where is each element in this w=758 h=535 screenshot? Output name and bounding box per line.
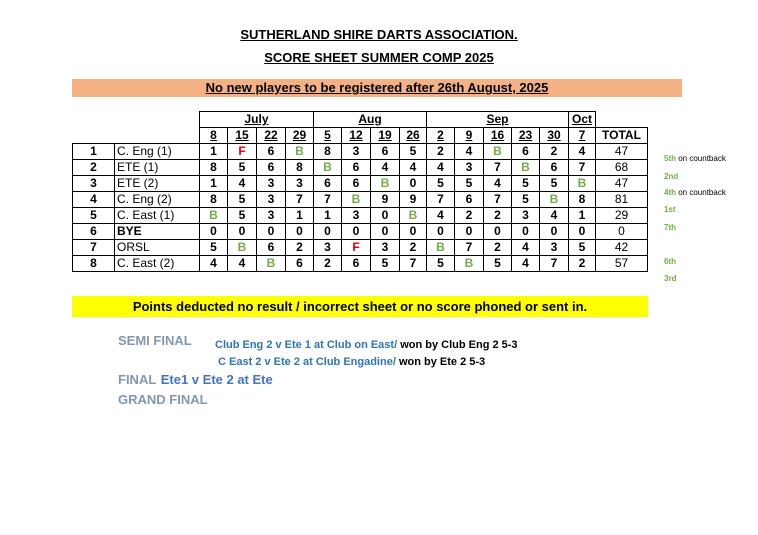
score-cell: F [228, 144, 257, 160]
header-spacer-right [596, 112, 648, 128]
score-cell: B [484, 144, 512, 160]
date-header-row [73, 128, 648, 144]
score-cell: 4 [400, 160, 427, 176]
score-cell: B [427, 240, 455, 256]
team-row [73, 176, 648, 192]
registration-notice-text: No new players to be registered after 26th August, 2025 [205, 80, 549, 95]
score-cell: 2 [314, 256, 342, 272]
team-name: ORSL [115, 240, 200, 256]
score-cell: 5 [371, 256, 400, 272]
score-cell: 0 [286, 224, 314, 240]
team-row [73, 192, 648, 208]
date-header: 7 [569, 128, 596, 144]
team-name: ETE (1) [115, 160, 200, 176]
placing-text: 6th [664, 257, 676, 266]
date-header: 8 [200, 128, 228, 144]
score-cell: 7 [427, 192, 455, 208]
score-cell: 0 [400, 224, 427, 240]
team-row [73, 144, 648, 160]
team-placing [664, 188, 726, 197]
deduction-note: Points deducted no result / incorrect sheet or no score phoned or sent in. [72, 296, 648, 317]
score-cell: 6 [342, 160, 371, 176]
score-cell: 6 [286, 256, 314, 272]
team-total: 29 [596, 208, 648, 224]
score-cell: 3 [455, 160, 484, 176]
month-header-row [73, 112, 648, 128]
score-cell: B [400, 208, 427, 224]
score-cell: 3 [286, 176, 314, 192]
semi2-result: won by Ete 2 5-3 [395, 356, 486, 368]
team-placing [664, 205, 676, 214]
semi-final-label: SEMI FINAL [118, 333, 192, 348]
score-cell: 5 [569, 240, 596, 256]
score-cell: 0 [400, 176, 427, 192]
score-cell: 1 [286, 208, 314, 224]
score-cell: 5 [200, 240, 228, 256]
date-header: 2 [427, 128, 455, 144]
date-header: 26 [400, 128, 427, 144]
team-number: 1 [73, 144, 115, 160]
date-header: 9 [455, 128, 484, 144]
score-cell: 6 [540, 160, 569, 176]
score-cell: 6 [257, 240, 286, 256]
score-cell: 2 [400, 240, 427, 256]
score-cell: B [342, 192, 371, 208]
team-total: 57 [596, 256, 648, 272]
date-header: 22 [257, 128, 286, 144]
placing-text: 1st [664, 205, 676, 214]
month-aug: Aug [314, 112, 427, 128]
team-name: C. East (2) [115, 256, 200, 272]
team-total: 81 [596, 192, 648, 208]
semi1-match: Club Eng 2 v Ete 1 at Club on East/ [215, 339, 398, 351]
header-spacer [73, 128, 200, 144]
team-number: 3 [73, 176, 115, 192]
team-placing [664, 274, 676, 283]
header-spacer [73, 112, 200, 128]
score-cell: 4 [427, 208, 455, 224]
countback-note: on countback [678, 188, 726, 197]
score-cell: 1 [569, 208, 596, 224]
semi1-result: won by Club Eng 2 5-3 [397, 339, 518, 351]
score-cell: 5 [484, 256, 512, 272]
score-cell: 1 [200, 144, 228, 160]
final-line [118, 371, 273, 389]
score-cell: 3 [342, 144, 371, 160]
team-row [73, 224, 648, 240]
team-total: 47 [596, 176, 648, 192]
team-placing [664, 154, 726, 163]
score-cell: 4 [371, 160, 400, 176]
countback-note: on countback [678, 154, 726, 163]
date-header: 5 [314, 128, 342, 144]
registration-notice [72, 79, 682, 97]
score-cell: B [569, 176, 596, 192]
date-header: 23 [512, 128, 540, 144]
date-header: 16 [484, 128, 512, 144]
team-number: 5 [73, 208, 115, 224]
association-title: SUTHERLAND SHIRE DARTS ASSOCIATION. [240, 27, 518, 42]
score-cell: 3 [257, 176, 286, 192]
team-placing [664, 223, 676, 232]
score-cell: B [371, 176, 400, 192]
score-cell: 7 [569, 160, 596, 176]
score-cell: 0 [371, 208, 400, 224]
score-cell: 6 [371, 144, 400, 160]
score-cell: 6 [314, 176, 342, 192]
final-match: Ete1 v Ete 2 at Ete [160, 372, 273, 387]
score-cell: 0 [540, 224, 569, 240]
score-cell: 0 [569, 224, 596, 240]
month-sep: Sep [427, 112, 569, 128]
team-number: 4 [73, 192, 115, 208]
score-cell: 0 [484, 224, 512, 240]
score-cell: 4 [455, 144, 484, 160]
team-total: 68 [596, 160, 648, 176]
placing-text: 4th [664, 188, 676, 197]
score-cell: 5 [455, 176, 484, 192]
score-cell: B [540, 192, 569, 208]
score-cell: 8 [200, 160, 228, 176]
score-cell: 5 [228, 192, 257, 208]
semi2-match: C East 2 v Ete 2 at Club Engadine/ [218, 356, 396, 368]
score-cell: 3 [257, 192, 286, 208]
score-cell: 5 [228, 160, 257, 176]
score-cell: 9 [400, 192, 427, 208]
team-name: C. East (1) [115, 208, 200, 224]
score-cell: 1 [314, 208, 342, 224]
score-cell: 4 [228, 176, 257, 192]
total-header: TOTAL [596, 128, 648, 144]
team-total: 0 [596, 224, 648, 240]
team-number: 2 [73, 160, 115, 176]
score-cell: B [228, 240, 257, 256]
score-cell: 4 [569, 144, 596, 160]
score-cell: 5 [512, 176, 540, 192]
team-number: 8 [73, 256, 115, 272]
score-cell: 0 [455, 224, 484, 240]
score-cell: 3 [314, 240, 342, 256]
date-header: 19 [371, 128, 400, 144]
score-cell: 0 [512, 224, 540, 240]
team-name: C. Eng (1) [115, 144, 200, 160]
score-cell: 4 [427, 160, 455, 176]
score-cell: B [314, 160, 342, 176]
score-cell: B [455, 256, 484, 272]
score-cell: 8 [200, 192, 228, 208]
score-cell: 5 [512, 192, 540, 208]
team-placing [664, 257, 676, 266]
score-cell: 0 [200, 224, 228, 240]
score-cell: 2 [455, 208, 484, 224]
score-cell: 2 [569, 256, 596, 272]
score-cell: 1 [200, 176, 228, 192]
grand-final-label: GRAND FINAL [118, 392, 208, 407]
placing-text: 5th [664, 154, 676, 163]
team-total: 47 [596, 144, 648, 160]
score-cell: 6 [342, 176, 371, 192]
score-cell: 4 [540, 208, 569, 224]
score-cell: 2 [427, 144, 455, 160]
team-number: 7 [73, 240, 115, 256]
date-header: 29 [286, 128, 314, 144]
score-cell: B [286, 144, 314, 160]
team-number: 6 [73, 224, 115, 240]
team-row [73, 208, 648, 224]
semi-final-match-1 [215, 335, 518, 353]
score-cell: 4 [228, 256, 257, 272]
score-cell: 5 [400, 144, 427, 160]
month-oct: Oct [569, 112, 596, 128]
placing-text: 2nd [664, 172, 679, 181]
score-cell: 7 [314, 192, 342, 208]
team-total: 42 [596, 240, 648, 256]
team-name: C. Eng (2) [115, 192, 200, 208]
score-cell: F [342, 240, 371, 256]
final-label: FINAL [118, 372, 157, 387]
score-cell: 3 [540, 240, 569, 256]
score-cell: B [512, 160, 540, 176]
team-row [73, 256, 648, 272]
score-cell: 8 [569, 192, 596, 208]
score-cell: B [257, 256, 286, 272]
placing-text: 3rd [664, 274, 677, 283]
score-cell: B [200, 208, 228, 224]
score-cell: 7 [540, 256, 569, 272]
team-row [73, 160, 648, 176]
score-cell: 3 [512, 208, 540, 224]
score-cell: 6 [342, 256, 371, 272]
score-cell: 0 [371, 224, 400, 240]
score-cell: 0 [314, 224, 342, 240]
score-cell: 5 [540, 176, 569, 192]
score-cell: 3 [371, 240, 400, 256]
score-cell: 3 [257, 208, 286, 224]
score-cell: 2 [286, 240, 314, 256]
score-cell: 5 [228, 208, 257, 224]
score-cell: 4 [512, 256, 540, 272]
score-sheet-title: SCORE SHEET SUMMER COMP 2025 [264, 50, 494, 65]
score-cell: 2 [540, 144, 569, 160]
semi-final-match-2 [218, 352, 485, 370]
score-cell: 9 [371, 192, 400, 208]
score-cell: 0 [228, 224, 257, 240]
score-cell: 8 [286, 160, 314, 176]
score-cell: 6 [257, 160, 286, 176]
score-cell: 2 [484, 240, 512, 256]
team-name: BYE [115, 224, 200, 240]
team-row [73, 240, 648, 256]
score-cell: 0 [257, 224, 286, 240]
score-cell: 0 [427, 224, 455, 240]
month-july: July [200, 112, 314, 128]
score-cell: 8 [314, 144, 342, 160]
score-cell: 0 [342, 224, 371, 240]
date-header: 15 [228, 128, 257, 144]
score-cell: 7 [484, 192, 512, 208]
score-cell: 6 [512, 144, 540, 160]
date-header: 30 [540, 128, 569, 144]
team-name: ETE (2) [115, 176, 200, 192]
score-cell: 4 [200, 256, 228, 272]
score-cell: 2 [484, 208, 512, 224]
score-cell: 7 [455, 240, 484, 256]
team-placing [664, 172, 678, 181]
score-cell: 4 [512, 240, 540, 256]
score-cell: 5 [427, 256, 455, 272]
date-header: 12 [342, 128, 371, 144]
score-cell: 7 [400, 256, 427, 272]
score-cell: 7 [484, 160, 512, 176]
score-cell: 5 [427, 176, 455, 192]
score-cell: 7 [286, 192, 314, 208]
score-cell: 6 [257, 144, 286, 160]
score-cell: 4 [484, 176, 512, 192]
score-cell: 3 [342, 208, 371, 224]
score-cell: 6 [455, 192, 484, 208]
score-table [72, 111, 648, 272]
placing-text: 7th [664, 223, 676, 232]
